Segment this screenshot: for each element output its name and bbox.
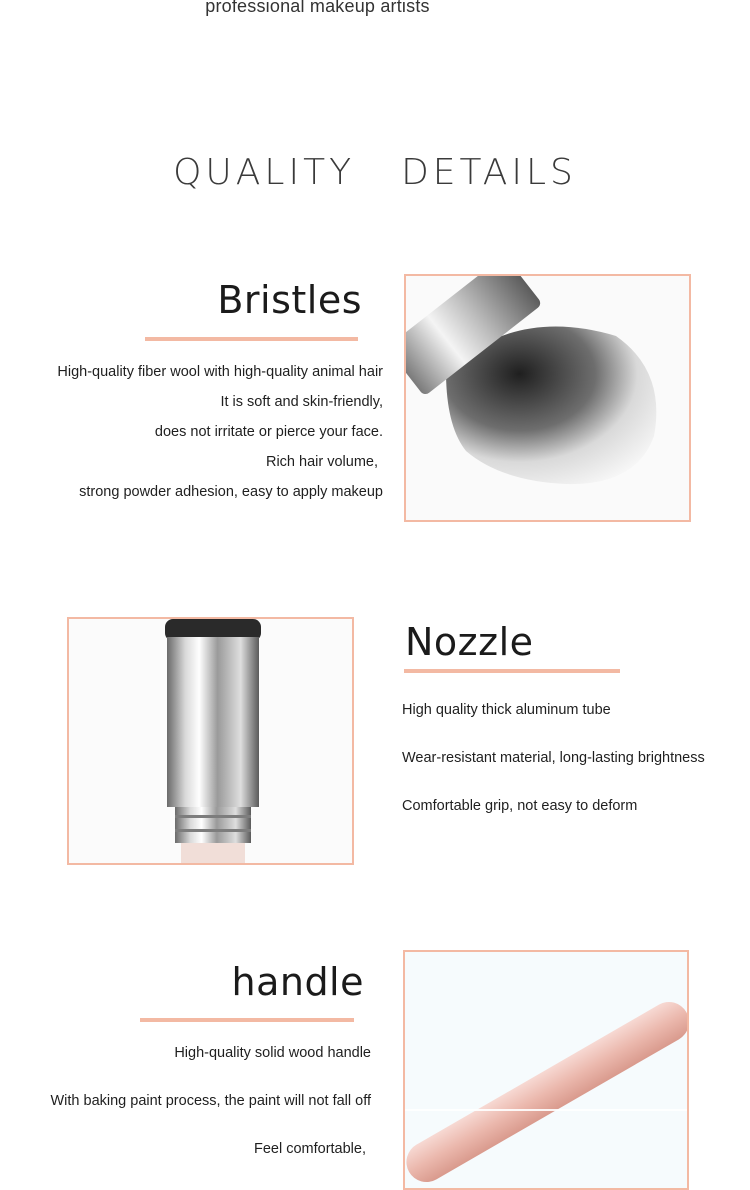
feature-line: Comfortable grip, not easy to deform <box>402 798 638 814</box>
feature-line: It is soft and skin-friendly, <box>220 394 383 410</box>
feature-line: With baking paint process, the paint will not fall off <box>50 1093 371 1109</box>
feature-title-bristles: Bristles <box>217 278 362 322</box>
feature-line: Feel comfortable, <box>253 1141 366 1157</box>
brush-ferrule-photo <box>67 617 354 865</box>
title-underline <box>140 1018 354 1022</box>
feature-line: High quality thick aluminum tube <box>402 702 611 718</box>
feature-line: Rich hair volume, <box>265 454 378 470</box>
feature-line: Wear-resistant material, long-lasting brightness <box>402 750 705 766</box>
feature-line: strong powder adhesion, easy to apply makeup <box>79 484 383 500</box>
feature-title-handle: handle <box>231 960 364 1004</box>
section-heading-word2: DETAILS <box>401 152 577 193</box>
feature-line: does not irritate or pierce your face. <box>154 424 383 440</box>
section-heading-word1: QUALITY <box>173 152 356 193</box>
feature-line: High-quality fiber wool with high-quality animal hair <box>57 364 383 380</box>
brush-bristles-photo <box>404 274 691 522</box>
feature-title-nozzle: Nozzle <box>405 620 534 664</box>
title-underline <box>404 669 620 673</box>
feature-line: High-quality solid wood handle <box>174 1045 371 1061</box>
brush-handle-photo <box>403 950 689 1190</box>
section-heading <box>0 152 750 193</box>
intro-text: professional makeup artists <box>205 0 430 16</box>
title-underline <box>145 337 358 341</box>
